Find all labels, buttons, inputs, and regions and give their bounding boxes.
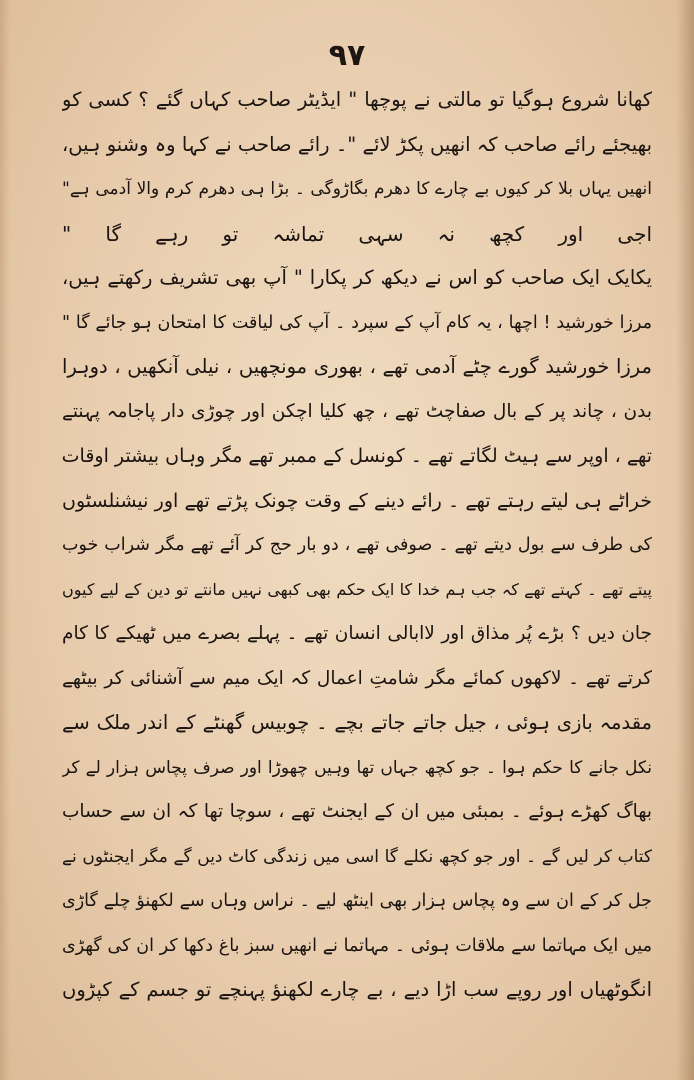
- text-line: اجی اور کچھ نہ سہی تماشہ تو رہے گا ": [62, 221, 652, 246]
- text-line: انگوٹھیاں اور روپے سب اڑا دیے ، بے چارے لکھنؤ پہنچے تو جسم کے کپڑوں: [62, 978, 652, 1001]
- text-line: مرزا خورشید ! اچھا ، یہ کام آپ کے سپرد ۔ آپ کی لیاقت کا امتحان ہو جائے گا ": [62, 312, 652, 333]
- page-number: ۹۷: [328, 38, 366, 73]
- text-line: یکایک ایک صاحب کو اس نے دیکھ کر پکارا " آپ بھی تشریف رکھتے ہیں،: [62, 266, 652, 289]
- text-line: بھاگ کھڑے ہوئے ۔ بمبئی میں ان کے ایجنٹ تھے ، سوچا تھا کہ ان سے حساب: [62, 801, 652, 822]
- urdu-text-block: [62, 78, 652, 1013]
- text-line: کی طرف سے بول دیتے تھے ۔ صوفی تھے ، دو بار حج کر آئے تھے مگر شراب خوب: [62, 535, 652, 555]
- binding-shadow: [676, 0, 694, 1080]
- text-line: نکل جانے کا حکم ہوا ۔ جو کچھ جہاں تھا وہیں چھوڑا اور صرف پچاس ہزار لے کر: [62, 757, 652, 778]
- text-line: کرتے تھے ۔ لاکھوں کمائے مگر شامتِ اعمال کہ ایک میم سے آشنائی کر بیٹھے: [62, 667, 652, 689]
- text-line: بدن ، چاند پر کے بال صفاچٹ تھے ، چھ کلیا اچکن اور چوڑی دار پاجامہ پہنتے: [62, 400, 652, 422]
- text-line: پیتے تھے ۔ کہتے تھے کہ جب ہم خدا کا ایک حکم بھی کبھی نہیں مانتے تو دین کے لیے کیوں: [62, 579, 652, 599]
- text-line: مرزا خورشید گورے چٹے آدمی تھے ، بھوری مونچھیں ، نیلی آنکھیں ، دوہرا: [62, 355, 652, 378]
- page-edge-shadow: [0, 0, 10, 1080]
- text-line: بھیجئے رائے صاحب کہ انھیں پکڑ لائے "۔ رائے صاحب نے کہا وہ وشنو ہیں،: [62, 132, 652, 156]
- text-line: تھے ، اوپر سے ہیٹ لگاتے تھے ۔ کونسل کے ممبر تھے مگر وہاں بیشتر اوقات: [62, 445, 652, 467]
- text-line: مقدمہ بازی ہوئی ، جیل جاتے جاتے بچے ۔ چوبیس گھنٹے کے اندر ملک سے: [62, 711, 652, 734]
- text-line: جان دیں ؟ بڑے پُر مذاق اور لاابالی انسان تھے ۔ پہلے بصرے میں ٹھیکے کا کام: [62, 623, 652, 644]
- text-line: جل کر کے ان سے وہ پچاس ہزار بھی اینٹھ لیے ۔ نراس وہاں سے لکھنؤ چلے گاڑی: [62, 891, 652, 911]
- text-line: میں ایک مہاتما سے ملاقات ہوئی ۔ مہاتما نے انھیں سبز باغ دکھا کر ان کی گھڑی: [62, 935, 652, 956]
- text-line: کھانا شروع ہوگیا تو مالتی نے پوچھا " ایڈیٹر صاحب کہاں گئے ؟ کسی کو: [62, 88, 652, 111]
- text-line: خراٹے ہی لیتے رہتے تھے ۔ رائے دینے کے وقت چونک پڑتے تھے اور نیشنلسٹوں: [62, 489, 652, 512]
- text-line: انھیں یہاں بلا کر کیوں بے چارے کا دھرم بگاڑوگی ۔ بڑا ہی دھرم کرم والا آدمی ہے": [62, 179, 652, 199]
- text-line: کتاب کر لیں گے ۔ اور جو کچھ نکلے گا اسی میں زندگی کاٹ دیں گے مگر ایجنٹوں نے: [62, 846, 652, 867]
